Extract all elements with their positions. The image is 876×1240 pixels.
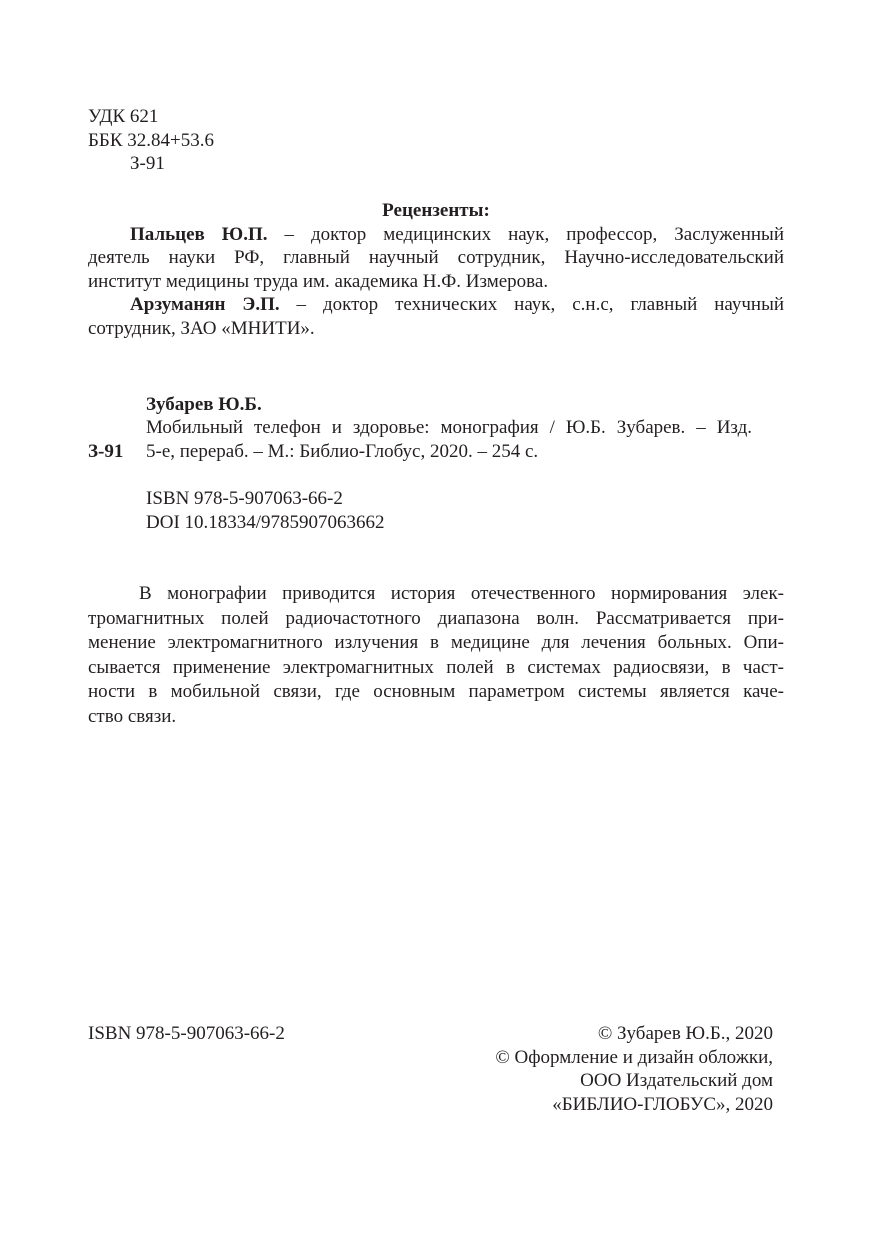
annotation-line: менение электромагнитного излучения в медицине для лечения больных. Опи- <box>88 632 784 654</box>
reviewer1-desc: – доктор медицинских наук, профессор, Заслуженный <box>267 223 784 245</box>
annotation-line: ности в мобильной связи, где основным параметром системы является каче- <box>88 681 784 703</box>
annotation-line: ство связи. <box>88 705 177 727</box>
catalog-title-line1: Мобильный телефон и здоровье: монография / Ю.Б. Зубарев. – Изд. <box>146 417 752 438</box>
author-sign-code: З-91 <box>130 153 165 174</box>
copyright-line: «БИБЛИО-ГЛОБУС», 2020 <box>552 1093 773 1115</box>
reviewers-block <box>88 199 784 340</box>
copyright-line: © Оформление и дизайн обложки, <box>495 1046 773 1068</box>
bbk-code: ББК 32.84+53.6 <box>88 129 214 151</box>
reviewers-heading: Рецензенты: <box>382 200 490 221</box>
reviewer1-line1 <box>88 223 784 247</box>
udk-code: УДК 621 <box>88 106 159 127</box>
catalog-code: З-91 <box>88 441 124 462</box>
reviewer1-name: Пальцев Ю.П. <box>130 223 268 245</box>
classification-block <box>88 105 388 176</box>
reviewer2-line2: сотрудник, ЗАО «МНИТИ». <box>88 317 315 339</box>
catalog-doi: DOI 10.18334/9785907063662 <box>146 512 385 533</box>
copyright-block <box>420 1022 773 1116</box>
copyright-line: © Зубарев Ю.Б., 2020 <box>597 1023 773 1044</box>
catalog-title-line2: 5-е, перераб. – М.: Библио-Глобус, 2020. – 254 с. <box>146 441 539 462</box>
reviewer2-desc: – доктор технических наук, с.н.с, главный научный <box>279 294 784 315</box>
catalog-author: Зубарев Ю.Б. <box>146 394 262 415</box>
copyright-line: ООО Издательский дом <box>580 1070 773 1091</box>
catalog-isbn: ISBN 978-5-907063-66-2 <box>146 488 343 509</box>
annotation-line: сывается применение электромагнитных полей в системах радиосвязи, в част- <box>88 656 784 678</box>
reviewer2-name: Арзуманян Э.П. <box>130 294 280 315</box>
annotation-block <box>88 582 784 730</box>
reviewer2-line1 <box>88 293 784 317</box>
annotation-line: В монографии приводится история отечественного нормирования элек- <box>139 583 784 604</box>
footer-isbn: ISBN 978-5-907063-66-2 <box>88 1023 285 1044</box>
annotation-line: тромагнитных полей радиочастотного диапазона волн. Рассматривается при- <box>88 607 784 629</box>
reviewer1-line3: институт медицины труда им. академика Н.Ф. Измерова. <box>88 270 549 292</box>
reviewer1-line2: деятель науки РФ, главный научный сотрудник, Научно-исследовательский <box>88 247 784 268</box>
